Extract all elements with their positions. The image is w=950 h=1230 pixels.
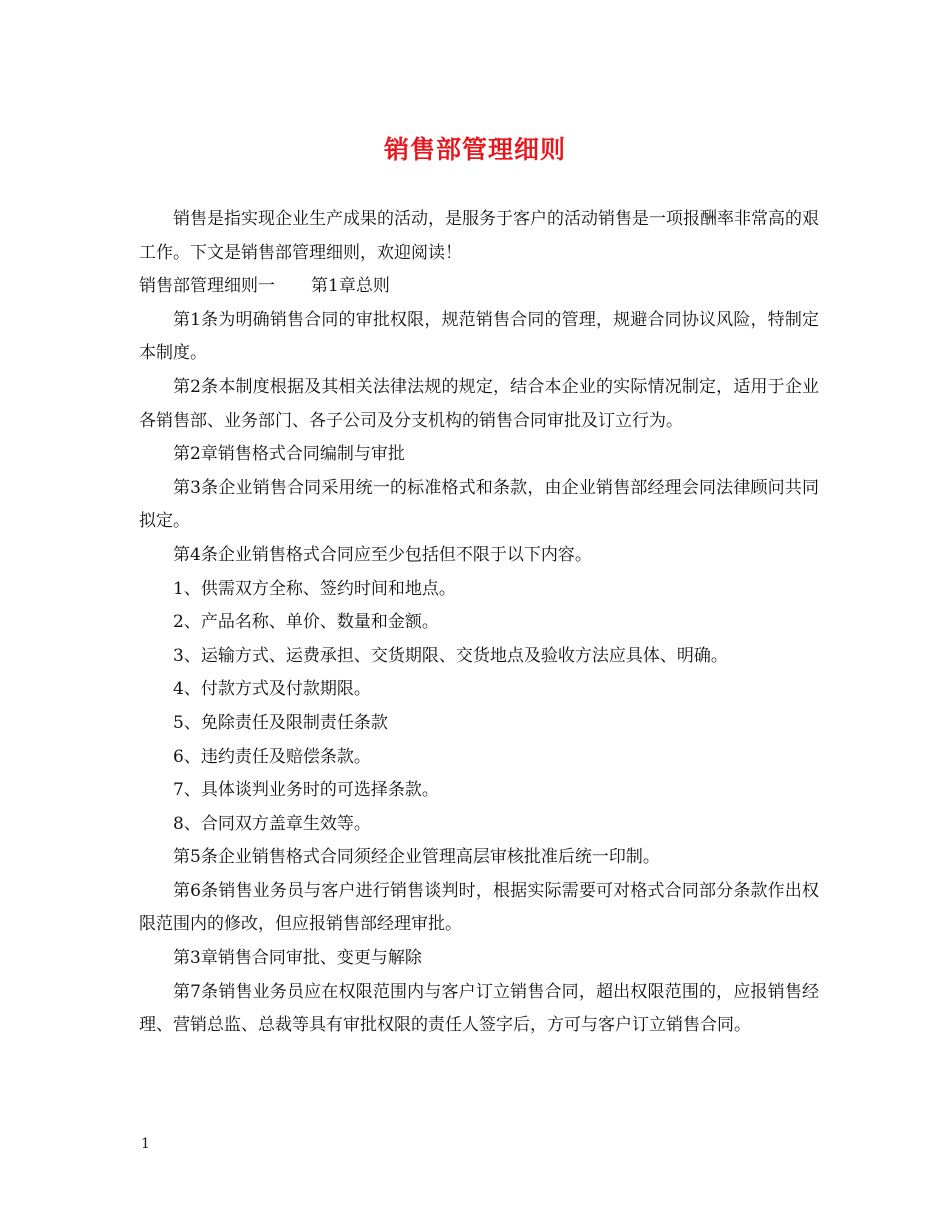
chapter-heading: 第3章销售合同审批、变更与解除 (173, 948, 422, 969)
document-body (139, 203, 819, 1043)
list-item: 8、合同双方盖章生效等。 (173, 813, 371, 834)
article-paragraph: 第2条本制度根据及其相关法律法规的规定，结合本企业的实际情况制定，适用于企业各销售部、业务部门、各子公司及分支机构的销售合同审批及订立行为。 (139, 376, 819, 431)
list-item: 1、供需双方全称、签约时间和地点。 (173, 578, 456, 599)
chapter-heading: 第2章销售格式合同编制与审批 (173, 444, 405, 465)
list-item: 4、付款方式及付款期限。 (173, 679, 371, 700)
list-item: 7、具体谈判业务时的可选择条款。 (173, 780, 439, 801)
article-paragraph: 第6条销售业务员与客户进行销售谈判时，根据实际需要可对格式合同部分条款作出权限范围内的修改，但应报销售部经理审批。 (139, 880, 819, 935)
article-paragraph: 第4条企业销售格式合同应至少包括但不限于以下内容。 (173, 544, 592, 565)
list-item: 6、违约责任及赔偿条款。 (173, 746, 371, 767)
document-title: 销售部管理细则 (383, 135, 566, 164)
article-paragraph: 第7条销售业务员应在权限范围内与客户订立销售合同，超出权限范围的，应报销售经理、营销总监、总裁等具有审批权限的责任人签字后，方可与客户订立销售合同。 (139, 981, 819, 1036)
list-item: 5、免除责任及限制责任条款 (173, 712, 388, 733)
intro-paragraph: 销售是指实现企业生产成果的活动，是服务于客户的活动销售是一项报酬率非常高的艰工作。下文是销售部管理细则，欢迎阅读！ (139, 209, 819, 263)
article-paragraph: 第3条企业销售合同采用统一的标准格式和条款，由企业销售部经理会同法律顾问共同拟定。 (139, 477, 819, 532)
chapter-heading: 第1章总则 (311, 276, 390, 297)
list-item: 2、产品名称、单价、数量和金额。 (173, 612, 439, 633)
article-paragraph: 第5条企业销售格式合同须经企业管理高层审核批准后统一印制。 (173, 847, 660, 868)
section-heading: 销售部管理细则一 (139, 276, 275, 297)
list-item: 3、运输方式、运费承担、交货期限、交货地点及验收方法应具体、明确。 (173, 645, 728, 666)
page-number: 1 (141, 1136, 150, 1152)
section-heading-line (139, 270, 819, 304)
article-paragraph: 第1条为明确销售合同的审批权限，规范销售合同的管理，规避合同协议风险，特制定本制度。 (139, 309, 819, 364)
